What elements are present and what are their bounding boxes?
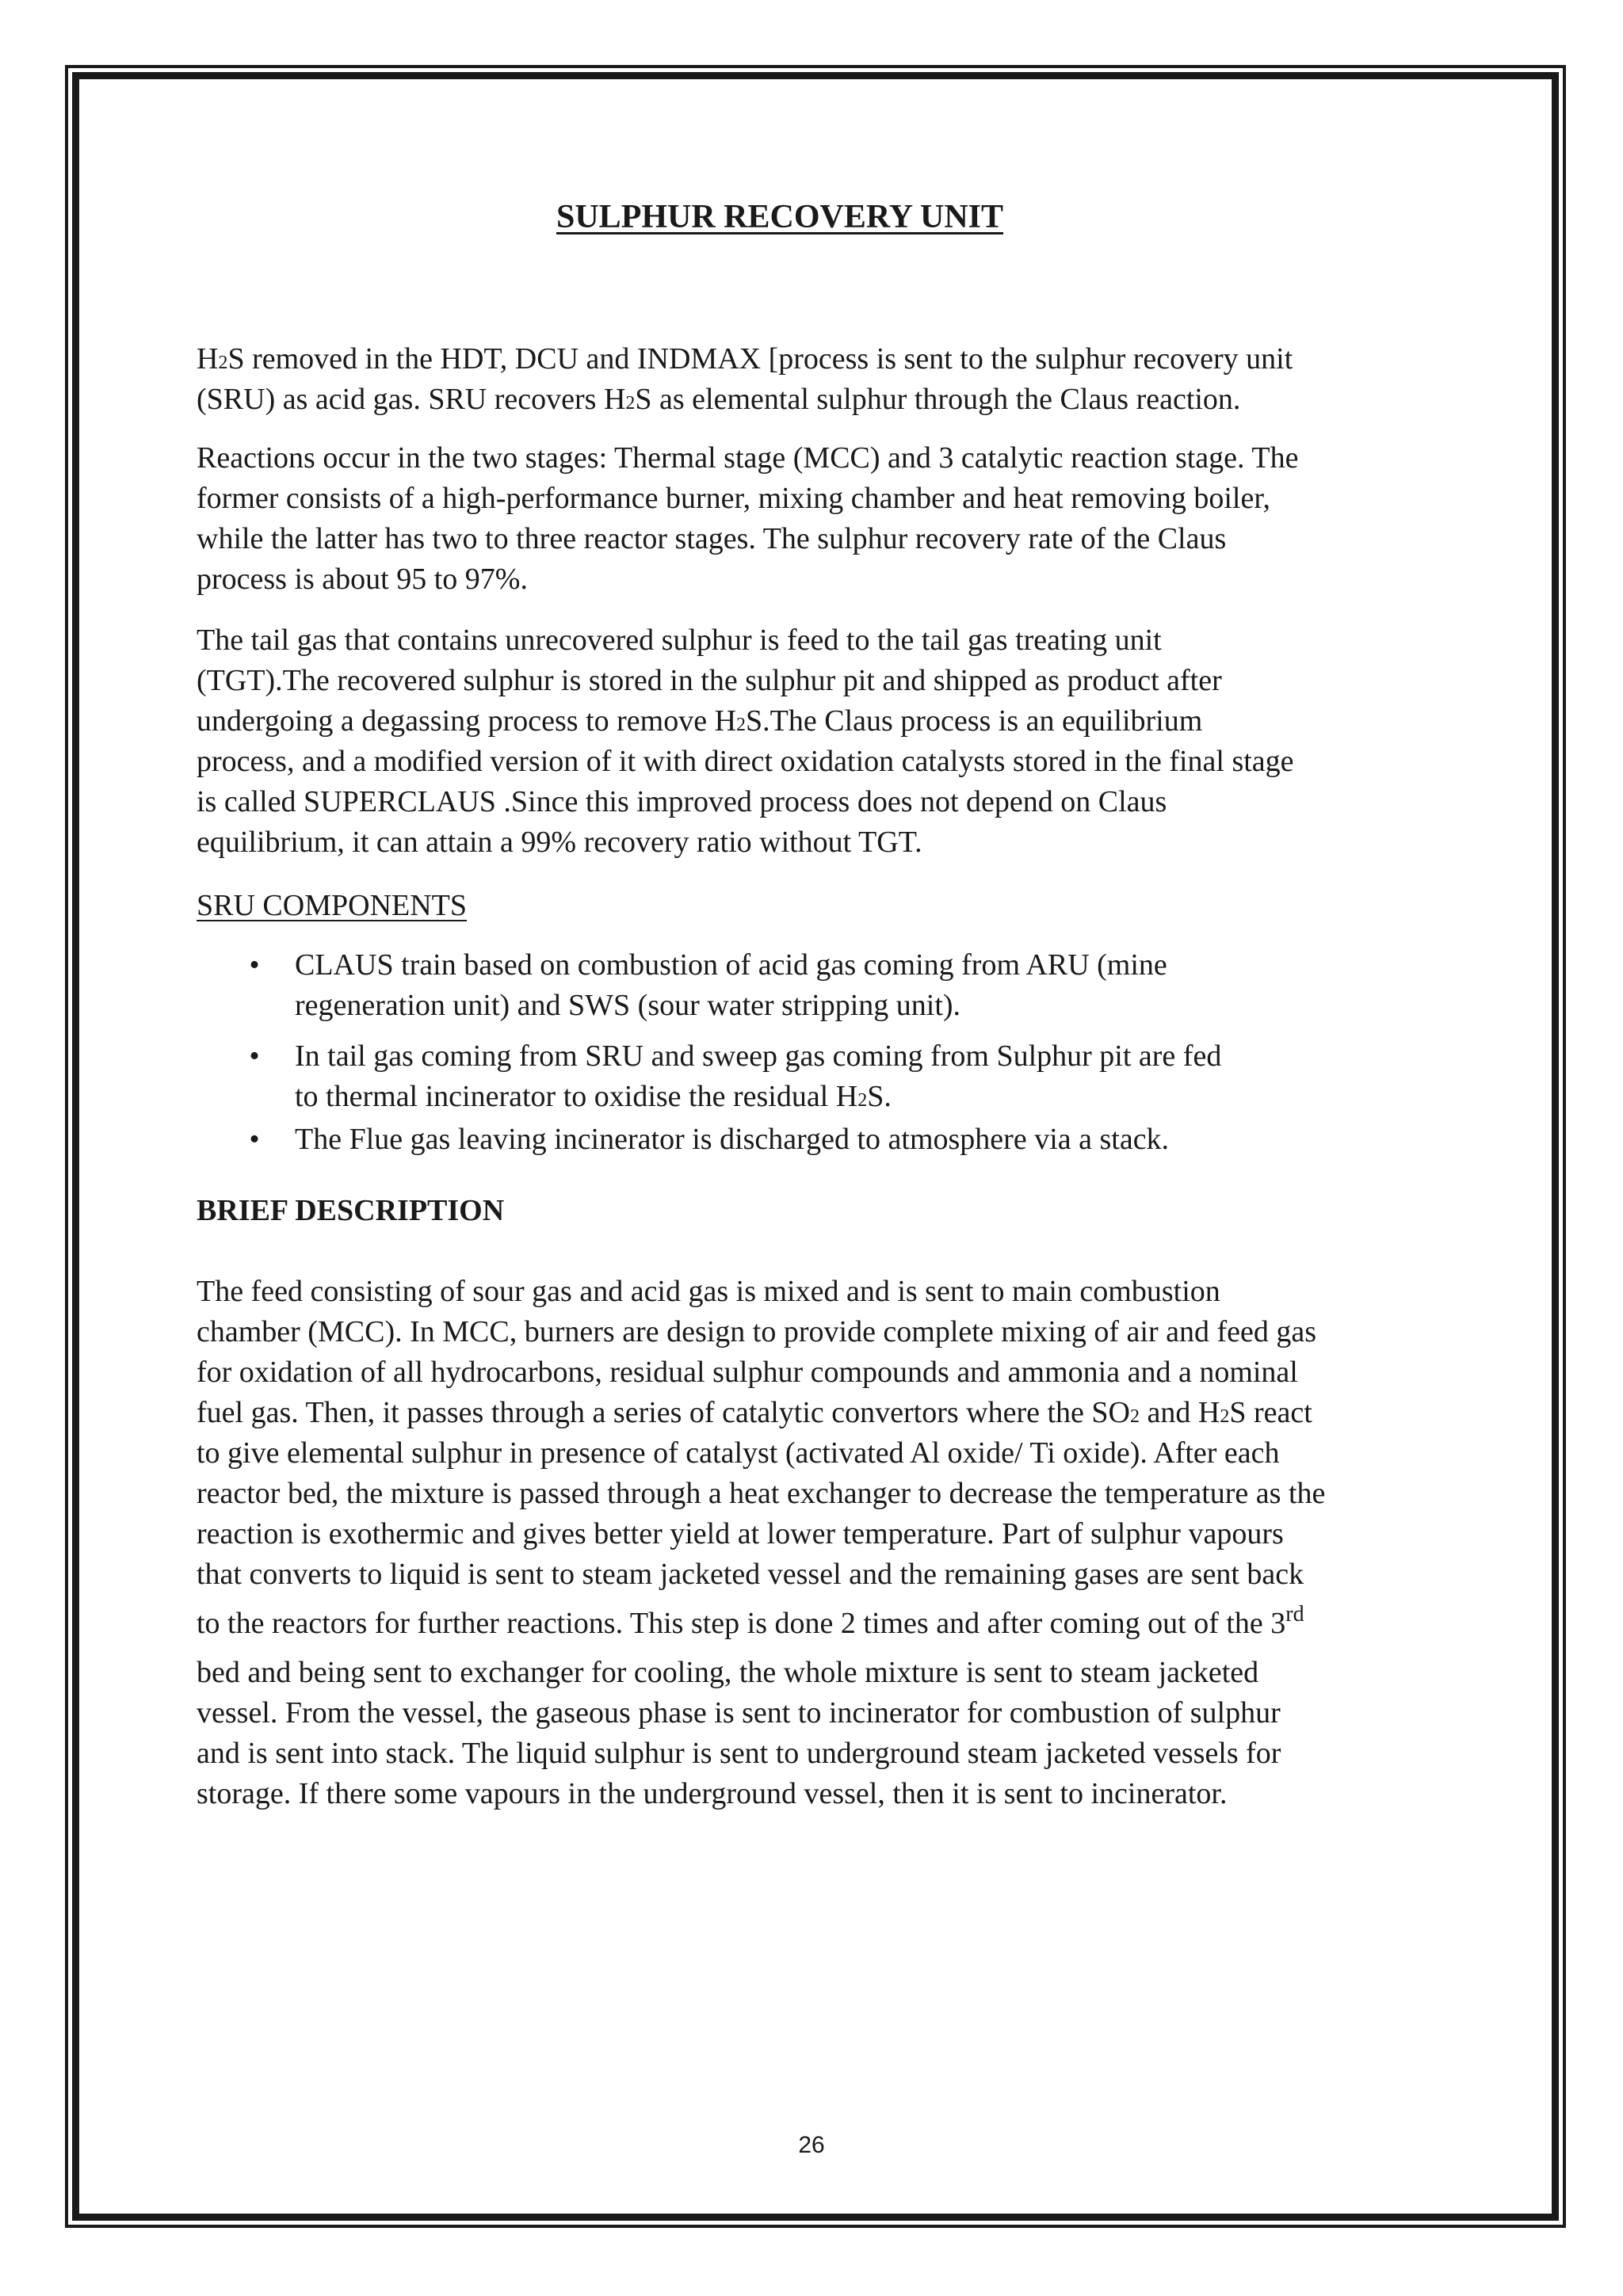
bullet-icon: • xyxy=(249,948,260,982)
text-line: former consists of a high-performance burner, mixing chamber and heat removing boiler, xyxy=(197,482,1270,515)
page-title: SULPHUR RECOVERY UNIT xyxy=(556,199,1004,235)
text-line: H2S removed in the HDT, DCU and INDMAX [process is sent to the sulphur recovery unit xyxy=(197,342,1293,376)
text-line: reaction is exothermic and gives better yield at lower temperature. Part of sulphur vapours xyxy=(197,1517,1284,1550)
text-line: (SRU) as acid gas. SRU recovers H2S as elemental sulphur through the Claus reaction. xyxy=(197,383,1241,416)
text-line: regeneration unit) and SWS (sour water stripping unit). xyxy=(295,989,961,1022)
text-line: undergoing a degassing process to remove H2S.The Claus process is an equilibrium xyxy=(197,704,1203,738)
text-line: The Flue gas leaving incinerator is discharged to atmosphere via a stack. xyxy=(295,1123,1170,1156)
text-line: process is about 95 to 97%. xyxy=(197,563,528,596)
page-number: 26 xyxy=(798,2132,825,2158)
text-line: fuel gas. Then, it passes through a series of catalytic convertors where the SO2 and H2S react xyxy=(197,1396,1312,1429)
components-heading: SRU COMPONENTS xyxy=(197,889,468,922)
text-line: chamber (MCC). In MCC, burners are design to provide complete mixing of air and feed gas xyxy=(197,1315,1317,1348)
text-line: The tail gas that contains unrecovered sulphur is feed to the tail gas treating unit xyxy=(197,624,1162,657)
text-line: and is sent into stack. The liquid sulphur is sent to underground steam jacketed vessels for xyxy=(197,1737,1281,1770)
text-line: (TGT).The recovered sulphur is stored in the sulphur pit and shipped as product after xyxy=(197,664,1222,697)
text-line: equilibrium, it can attain a 99% recovery ratio without TGT. xyxy=(197,826,922,859)
text-line: CLAUS train based on combustion of acid gas coming from ARU (mine xyxy=(295,948,1167,982)
text-line: that converts to liquid is sent to steam jacketed vessel and the remaining gases are sent back xyxy=(197,1558,1304,1591)
text-line: is called SUPERCLAUS .Since this improved process does not depend on Claus xyxy=(197,785,1167,818)
bullet-icon: • xyxy=(249,1039,260,1073)
text-line: process, and a modified version of it with direct oxidation catalysts stored in the final stage xyxy=(197,745,1294,778)
description-paragraph xyxy=(197,1272,1437,1814)
text-line: storage. If there some vapours in the underground vessel, then it is sent to incinerator. xyxy=(197,1777,1228,1810)
reactions-paragraph xyxy=(197,438,1437,600)
text-line: for oxidation of all hydrocarbons, residual sulphur compounds and ammonia and a nominal xyxy=(197,1356,1298,1389)
intro-paragraph xyxy=(197,339,1437,420)
text-line: to thermal incinerator to oxidise the residual H2S. xyxy=(295,1080,892,1113)
tail-gas-paragraph xyxy=(197,620,1437,863)
text-line: The feed consisting of sour gas and acid gas is mixed and is sent to main combustion xyxy=(197,1275,1220,1308)
text-line: while the latter has two to three reactor stages. The sulphur recovery rate of the Claus xyxy=(197,522,1227,555)
text-line: to the reactors for further reactions. This step is done 2 times and after coming out of the 3rd xyxy=(197,1602,1304,1640)
brief-description-heading: BRIEF DESCRIPTION xyxy=(197,1194,505,1227)
text-line: to give elemental sulphur in presence of catalyst (activated Al oxide/ Ti oxide). After each xyxy=(197,1436,1280,1470)
text-line: In tail gas coming from SRU and sweep gas coming from Sulphur pit are fed xyxy=(295,1039,1222,1073)
text-line: reactor bed, the mixture is passed through a heat exchanger to decrease the temperature as the xyxy=(197,1477,1326,1510)
text-line: bed and being sent to exchanger for cooling, the whole mixture is sent to steam jacketed xyxy=(197,1656,1259,1689)
bullet-icon: • xyxy=(249,1123,260,1156)
text-line: vessel. From the vessel, the gaseous phase is sent to incinerator for combustion of sulphur xyxy=(197,1696,1281,1730)
text-line: Reactions occur in the two stages: Thermal stage (MCC) and 3 catalytic reaction stage. The xyxy=(197,441,1299,475)
